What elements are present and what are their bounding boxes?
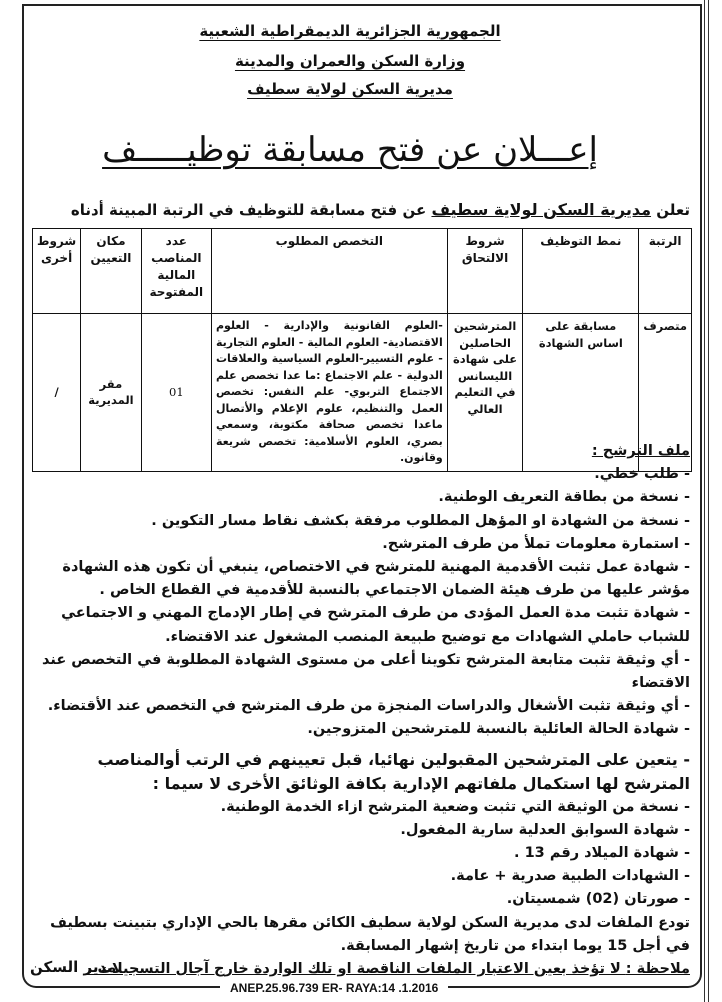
header-specialty: التخصص المطلوب — [211, 229, 447, 314]
signature: مدير السكن — [30, 958, 117, 976]
header-recruitment-mode: نمط التوظيف — [523, 229, 639, 314]
cell-specialty: -العلوم القانونية والإدارية - العلوم الاقتصادية- العلوم المالية - العلوم التجارية - علوم التسيير-العلوم السياسية والعلاقات الدولية - علم الاجتماع :ما عدا تخصص علم الاجتماع التربوي- علم النفس: تخصص العمل والتنظيم، علوم الإعلام والأتصال ماعدا تخصص صحافة مكتوبة، وسمعي بصري، العلوم الأسلامية: تخصص شريعة وقانون. — [211, 314, 447, 472]
cell-conditions: المترشحين الحاصلين على شهادة الليسانس في التعليم العالي — [447, 314, 523, 472]
list-item: - أي وثيقة تثبت الأشغال والدراسات المنجزة من طرف المترشح في التخصص عند الأقتضاء. — [47, 698, 690, 715]
list-item: - شهادة السوابق العدلية سارية المفعول. — [400, 821, 690, 838]
note — [30, 958, 690, 981]
header-other-conditions: شروط أخرى — [33, 229, 81, 314]
header-ministry: وزارة السكن والعمران والمدينة — [234, 52, 466, 70]
page-column-rule — [704, 0, 709, 1002]
list-item: - نسخة من الوثيقة التي تثبت وضعية المترشح ازاء الخدمة الوطنية. — [220, 798, 690, 815]
final-notice: - يتعين على المترشحين المقبولين نهائيا، قبل تعيينهم في الرتب أوالمناصب المترشح لها استكمال ملفاتهم الإدارية بكافة الوثائق الأخرى لا سيما : — [97, 749, 690, 793]
list-item: - شهادة الميلاد رقم 13 . — [514, 845, 690, 862]
intro-text: تعلن مديرية السكن لولاية سطيف عن فتح مسابقة للتوظيف في الرتبة المبينة أدناه — [70, 200, 690, 219]
cell-location: مقر المديرية — [81, 314, 141, 472]
list-item: - استمارة معلومات تملأ من طرف المترشح. — [382, 535, 690, 552]
cell-rank: متصرف — [639, 314, 692, 472]
header-positions-count: عدد المناصب المالية المفتوحة — [141, 229, 211, 314]
list-item: - نسخة من الشهادة او المؤهل المطلوب مرفقة بكشف نقاط مسار التكوين . — [151, 512, 690, 529]
positions-table — [32, 228, 692, 472]
cell-recruitment-mode: مسابقة على اساس الشهادة — [523, 314, 639, 472]
header-directorate: مديرية السكن لولاية سطيف — [247, 80, 453, 98]
list-item: - طلب خطي. — [594, 466, 690, 483]
list-item: - نسخة من بطاقة التعريف الوطنية. — [438, 489, 690, 506]
note-text: لا تؤخذ بعين الاعتبار الملفات الناقصة او تلك الواردة خارج آجال التسجيلات . — [86, 961, 626, 978]
header-republic: الجمهورية الجزائرية الديمقراطية الشعبية — [199, 22, 501, 40]
list-item: - شهادة الحالة العائلية بالنسبة للمترشحين المتزوجين. — [307, 721, 690, 738]
header-rank: الرتبة — [639, 229, 692, 314]
list-item: - أي وثيقة تثبت متابعة المترشح تكوينا أعلى من مستوى الشهادة المطلوبة في التخصص عند الاقتضاء — [42, 651, 690, 692]
list-item: - الشهادات الطبية صدرية + عامة. — [450, 868, 690, 885]
cell-other-conditions: / — [33, 314, 81, 472]
dossier-title: ملف الترشح : — [591, 443, 690, 459]
table-header-row — [33, 229, 692, 314]
list-item: - شهادة تثبت مدة العمل المؤدى من طرف المترشح في إطار الإدماج المهني و الاجتماعي للشباب حاملي الشهادات مع توضيح طبيعة المنصب المشغول عند الاقتضاء. — [61, 605, 690, 645]
footer-reference: ANEP.25.96.739 ER- RAYA:14 .1.2016 — [220, 981, 448, 995]
deposit-text: تودع الملفات لدى مديرية السكن لولاية سطيف الكائن مقرها بالحي الإداري بتبينت بسطيف في أجل 15 يوما ابتداء من تاريخ إشهار المسابقة. — [50, 914, 690, 954]
note-label: ملاحظة : — [625, 961, 690, 978]
list-item: - صورتان (02) شمسيتان. — [506, 891, 690, 908]
announcement-body — [30, 440, 690, 981]
list-item: - شهادة عمل تثبت الأقدمية المهنية للمترشح في الاختصاص، ينبغي أن تكون هذه الشهادة مؤشر عليها من طرف هيئة الضمان الاجتماعي بالنسبة للأقدمية في القطاع الخاص . — [62, 559, 690, 599]
announcement-title: إعـــلان عن فتح مسابقة توظيـــــف — [102, 130, 598, 170]
cell-positions-count: 01 — [141, 314, 211, 472]
header-conditions: شروط الالتحاق — [447, 229, 523, 314]
header-location: مكان التعيين — [81, 229, 141, 314]
